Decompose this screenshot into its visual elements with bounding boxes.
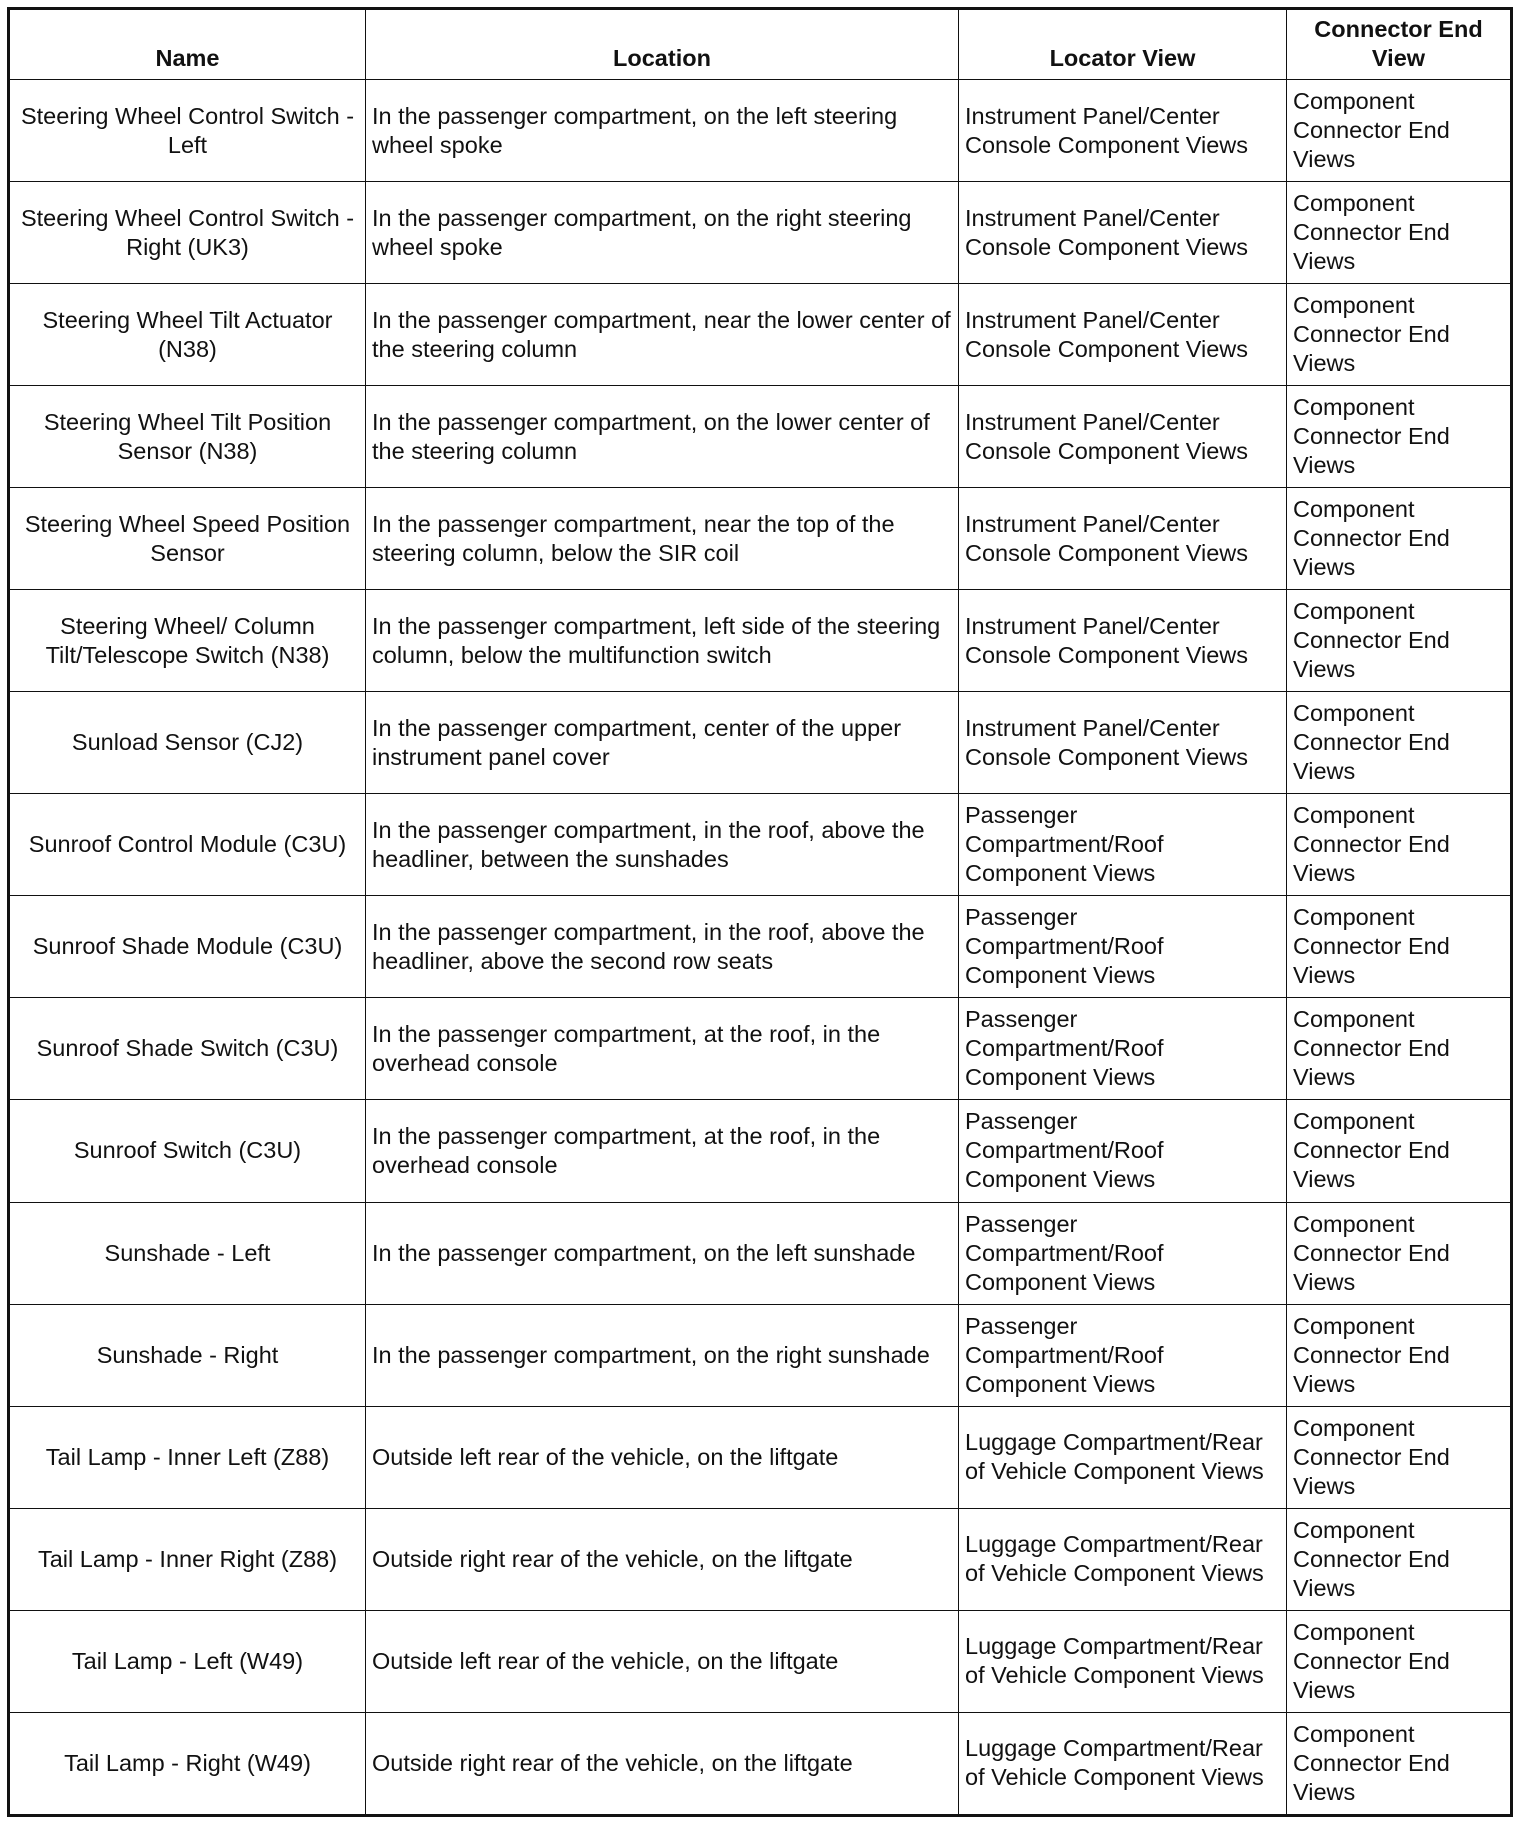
cell-connector-end-view: Component Connector End Views — [1287, 488, 1512, 590]
cell-name: Steering Wheel Control Switch - Right (UK3) — [9, 182, 366, 284]
cell-name: Sunshade - Left — [9, 1202, 366, 1304]
cell-connector-end-view: Component Connector End Views — [1287, 896, 1512, 998]
table-row — [9, 1202, 1512, 1304]
cell-location: In the passenger compartment, in the roof, above the headliner, above the second row seats — [366, 896, 959, 998]
cell-name: Steering Wheel Tilt Actuator (N38) — [9, 284, 366, 386]
cell-connector-end-view: Component Connector End Views — [1287, 1406, 1512, 1508]
cell-locator-view: Luggage Compartment/Rear of Vehicle Component Views — [959, 1406, 1287, 1508]
header-connector-end-view: Connector End View — [1287, 9, 1512, 80]
cell-locator-view: Luggage Compartment/Rear of Vehicle Component Views — [959, 1712, 1287, 1815]
table-row — [9, 998, 1512, 1100]
cell-location: In the passenger compartment, on the lower center of the steering column — [366, 386, 959, 488]
table-row — [9, 1304, 1512, 1406]
cell-location: Outside right rear of the vehicle, on the liftgate — [366, 1508, 959, 1610]
cell-name: Steering Wheel Control Switch - Left — [9, 80, 366, 182]
cell-connector-end-view: Component Connector End Views — [1287, 998, 1512, 1100]
cell-locator-view: Luggage Compartment/Rear of Vehicle Component Views — [959, 1610, 1287, 1712]
cell-connector-end-view: Component Connector End Views — [1287, 1304, 1512, 1406]
cell-connector-end-view: Component Connector End Views — [1287, 590, 1512, 692]
header-row — [9, 9, 1512, 80]
component-locator-table — [7, 7, 1513, 1817]
table-row — [9, 692, 1512, 794]
table-row — [9, 590, 1512, 692]
cell-name: Sunroof Shade Switch (C3U) — [9, 998, 366, 1100]
cell-name: Sunshade - Right — [9, 1304, 366, 1406]
cell-locator-view: Luggage Compartment/Rear of Vehicle Component Views — [959, 1508, 1287, 1610]
cell-location: In the passenger compartment, on the left sunshade — [366, 1202, 959, 1304]
cell-locator-view: Passenger Compartment/Roof Component Views — [959, 998, 1287, 1100]
cell-locator-view: Instrument Panel/Center Console Component Views — [959, 692, 1287, 794]
header-locator-view: Locator View — [959, 9, 1287, 80]
cell-location: In the passenger compartment, in the roof, above the headliner, between the sunshades — [366, 794, 959, 896]
cell-location: In the passenger compartment, on the right steering wheel spoke — [366, 182, 959, 284]
table-row — [9, 896, 1512, 998]
cell-locator-view: Passenger Compartment/Roof Component Views — [959, 1304, 1287, 1406]
cell-connector-end-view: Component Connector End Views — [1287, 692, 1512, 794]
cell-connector-end-view: Component Connector End Views — [1287, 284, 1512, 386]
table-row — [9, 794, 1512, 896]
header-name: Name — [9, 9, 366, 80]
cell-location: In the passenger compartment, on the right sunshade — [366, 1304, 959, 1406]
cell-locator-view: Passenger Compartment/Roof Component Views — [959, 1202, 1287, 1304]
cell-name: Steering Wheel/ Column Tilt/Telescope Switch (N38) — [9, 590, 366, 692]
cell-locator-view: Passenger Compartment/Roof Component Views — [959, 896, 1287, 998]
cell-locator-view: Instrument Panel/Center Console Component Views — [959, 488, 1287, 590]
table-row — [9, 80, 1512, 182]
cell-locator-view: Instrument Panel/Center Console Component Views — [959, 284, 1287, 386]
cell-name: Tail Lamp - Left (W49) — [9, 1610, 366, 1712]
cell-location: In the passenger compartment, near the top of the steering column, below the SIR coil — [366, 488, 959, 590]
header-location: Location — [366, 9, 959, 80]
cell-name: Steering Wheel Speed Position Sensor — [9, 488, 366, 590]
cell-name: Sunroof Control Module (C3U) — [9, 794, 366, 896]
cell-locator-view: Instrument Panel/Center Console Component Views — [959, 80, 1287, 182]
table-row — [9, 1712, 1512, 1815]
cell-connector-end-view: Component Connector End Views — [1287, 1508, 1512, 1610]
table-row — [9, 1100, 1512, 1202]
cell-location: In the passenger compartment, center of the upper instrument panel cover — [366, 692, 959, 794]
cell-name: Sunroof Shade Module (C3U) — [9, 896, 366, 998]
cell-location: Outside left rear of the vehicle, on the liftgate — [366, 1406, 959, 1508]
cell-connector-end-view: Component Connector End Views — [1287, 1100, 1512, 1202]
cell-location: In the passenger compartment, on the left steering wheel spoke — [366, 80, 959, 182]
cell-connector-end-view: Component Connector End Views — [1287, 1712, 1512, 1815]
table-row — [9, 386, 1512, 488]
cell-location: In the passenger compartment, at the roof, in the overhead console — [366, 998, 959, 1100]
cell-location: In the passenger compartment, near the lower center of the steering column — [366, 284, 959, 386]
cell-location: Outside right rear of the vehicle, on the liftgate — [366, 1712, 959, 1815]
table-row — [9, 1508, 1512, 1610]
cell-name: Tail Lamp - Inner Right (Z88) — [9, 1508, 366, 1610]
cell-connector-end-view: Component Connector End Views — [1287, 794, 1512, 896]
cell-connector-end-view: Component Connector End Views — [1287, 1202, 1512, 1304]
cell-name: Sunroof Switch (C3U) — [9, 1100, 366, 1202]
cell-name: Sunload Sensor (CJ2) — [9, 692, 366, 794]
cell-locator-view: Instrument Panel/Center Console Component Views — [959, 182, 1287, 284]
cell-locator-view: Passenger Compartment/Roof Component Views — [959, 794, 1287, 896]
table-row — [9, 488, 1512, 590]
table-row — [9, 284, 1512, 386]
cell-locator-view: Instrument Panel/Center Console Component Views — [959, 590, 1287, 692]
cell-connector-end-view: Component Connector End Views — [1287, 80, 1512, 182]
cell-location: In the passenger compartment, left side of the steering column, below the multifunction switch — [366, 590, 959, 692]
cell-name: Steering Wheel Tilt Position Sensor (N38) — [9, 386, 366, 488]
table-row — [9, 182, 1512, 284]
table-row — [9, 1610, 1512, 1712]
cell-location: In the passenger compartment, at the roof, in the overhead console — [366, 1100, 959, 1202]
cell-connector-end-view: Component Connector End Views — [1287, 386, 1512, 488]
cell-name: Tail Lamp - Inner Left (Z88) — [9, 1406, 366, 1508]
cell-connector-end-view: Component Connector End Views — [1287, 1610, 1512, 1712]
cell-location: Outside left rear of the vehicle, on the liftgate — [366, 1610, 959, 1712]
cell-connector-end-view: Component Connector End Views — [1287, 182, 1512, 284]
cell-locator-view: Passenger Compartment/Roof Component Views — [959, 1100, 1287, 1202]
table-body — [9, 80, 1512, 1816]
cell-locator-view: Instrument Panel/Center Console Component Views — [959, 386, 1287, 488]
table-row — [9, 1406, 1512, 1508]
cell-name: Tail Lamp - Right (W49) — [9, 1712, 366, 1815]
